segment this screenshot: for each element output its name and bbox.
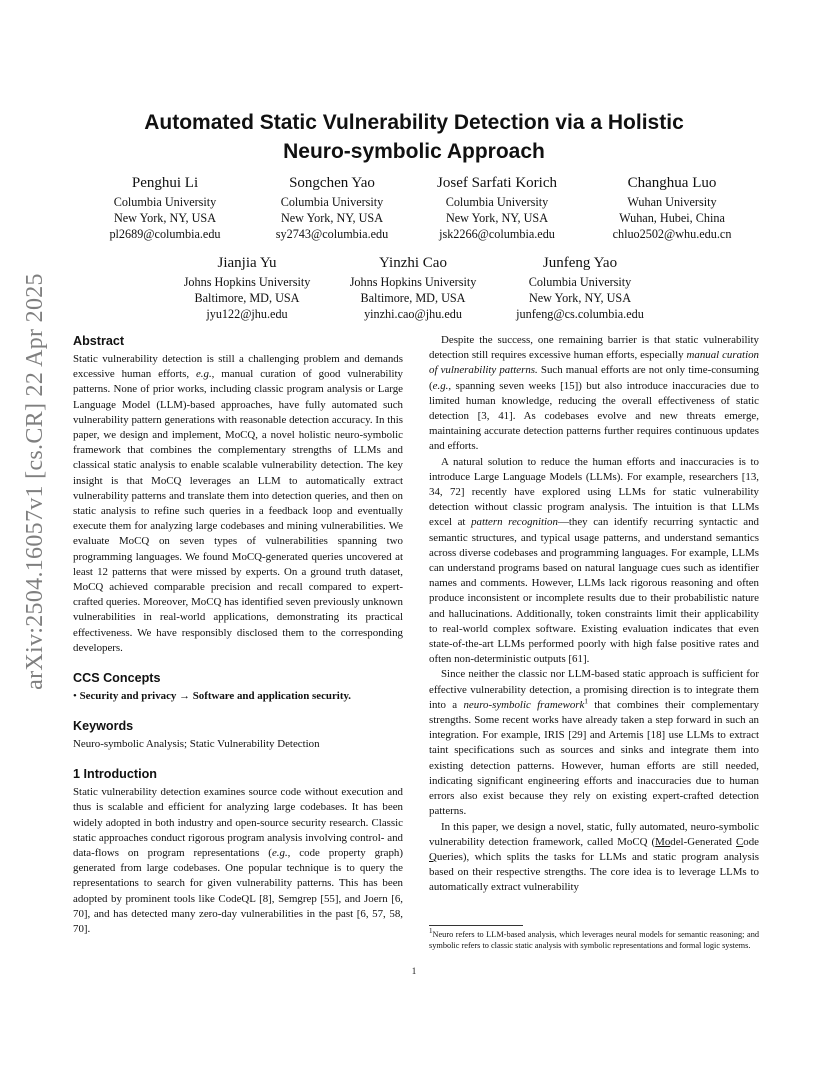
body-text: del-Generated — [670, 835, 736, 848]
author-name: Jianjia Yu — [217, 255, 277, 271]
author-location: New York, NY, USA — [528, 291, 632, 305]
author-block — [577, 174, 767, 242]
body-paragraph — [429, 455, 759, 668]
author-name: Penghui Li — [131, 175, 199, 191]
right-column — [429, 333, 759, 896]
body-text: Since neither the classic nor LLM-based static approach is sufficient for effective vulnerability detection, a promising direction is to integrate them into a — [429, 668, 759, 711]
body-emphasis: pattern recognition — [471, 516, 558, 529]
author-email: jsk2266@columbia.edu — [439, 227, 555, 241]
paper-title-line-1: Automated Static Vulnerability Detection via a Holistic — [144, 111, 684, 134]
abstract-paragraph — [73, 352, 403, 656]
ccs-bullet: • — [73, 690, 77, 703]
footnote — [429, 929, 759, 951]
author-block — [485, 254, 675, 322]
author-block — [70, 174, 260, 242]
author-email: pl2689@columbia.edu — [109, 227, 221, 241]
author-affiliation: Johns Hopkins University — [349, 275, 477, 289]
author-location: Wuhan, Hubei, China — [619, 211, 725, 225]
abstract-heading: Abstract — [73, 334, 125, 348]
author-location: New York, NY, USA — [113, 211, 217, 225]
keywords-heading: Keywords — [73, 719, 134, 734]
author-name: Junfeng Yao — [542, 255, 618, 271]
intro-text-part-1: Static vulnerability detection examines source code without execution and thus is scalable and efficient for analyzing large codebases. It has been widely adopted in both industry and open-source security research. Classic static approaches conduct rigorous program analysis involving control- and data-flows on program representations ( — [73, 786, 403, 860]
introduction-paragraph — [73, 785, 403, 937]
footnote-divider — [429, 925, 523, 926]
author-email: junfeng@cs.columbia.edu — [516, 307, 644, 321]
body-emphasis: e.g., — [432, 379, 452, 392]
author-location: New York, NY, USA — [445, 211, 549, 225]
ccs-concepts-item: Security and privacy → Software and application security. — [79, 690, 352, 703]
acronym-underline: Mo — [655, 835, 671, 848]
author-block — [152, 254, 342, 322]
paper-title — [60, 108, 768, 166]
arxiv-identifier-stamp — [20, 272, 50, 690]
acronym-underline: C — [736, 835, 744, 848]
author-location: New York, NY, USA — [280, 211, 384, 225]
abstract-text-part-2: manual curation of good vulnerability patterns. None of prior works, including classic program analysis or Large Language Model (LLM)-based approaches, have fully automated such vulnerability pattern generations with reasonable detection accuracy. In this paper, we design and implement, MoCQ, a novel holistic neuro-symbolic framework that combines the complementary strengths of LLMs and classical static analysis to enable scalable vulnerability detection. The key insight is that MoCQ leverages an LLM to automatically extract vulnerability patterns and translate them into detection queries, and then on static analysis to refine such queries in a feedback loop and eventually execute them for analyzing large codebases and mining vulnerabilities. We evaluate MoCQ on seven types of vulnerabilities spanning two programming languages. We found MoCQ-generated queries uncovered at least 12 patterns that were missed by experts. On a ground truth dataset, MoCQ achieved comparable precision and recall compared to expert-crafted queries. Moreover, MoCQ has identified seven previously unknown vulnerabilities in real-world applications, demonstrating its practical effectiveness. We have responsibly disclosed them to the corresponding developers. — [73, 368, 403, 654]
author-block — [318, 254, 508, 322]
author-affiliation: Columbia University — [113, 195, 217, 209]
author-affiliation: Wuhan University — [627, 195, 717, 209]
introduction-heading: 1 Introduction — [73, 767, 157, 782]
author-name: Josef Sarfati Korich — [437, 175, 557, 191]
body-text: spanning seven weeks [15]) but also introduce inaccuracies due to limited human knowledge, reducing the overall effectiveness of static detection [3, 41]. As codebases evolve and new threats emerge, maintaining accurate detection patterns further requires continuous updates and efforts. — [429, 379, 759, 453]
footnote-number: 1 — [429, 927, 433, 936]
author-affiliation: Columbia University — [528, 275, 632, 289]
author-name: Changhua Luo — [627, 175, 717, 191]
paper-title-line-2: Neuro-symbolic Approach — [283, 140, 545, 163]
body-paragraph — [429, 333, 759, 455]
author-affiliation: Columbia University — [280, 195, 384, 209]
body-text: ode — [743, 835, 759, 848]
body-text: —they can identify recurring syntactic and semantic structures, and typical usage patterns, and understand semantics across diverse codebases and programming languages. For example, LLMs can understand programs based on natural language cues such as identifier names and comments. However, LLMs lack rigorous reasoning and often produce inconsistent or incomplete results due to their probabilistic nature and hallucinations. Additionally, token constraints limit their applicability to real-world complex software. Existing evaluation indicates that even state-of-the-art LLMs performed poorly with high false positive rates and often non-deterministic outputs [61]. — [429, 516, 759, 666]
author-email: jyu122@jhu.edu — [206, 307, 288, 321]
ccs-concepts-entry — [73, 689, 403, 704]
author-block — [402, 174, 592, 242]
author-location: Baltimore, MD, USA — [194, 291, 300, 305]
abstract-eg: e.g., — [195, 368, 215, 381]
author-affiliation: Columbia University — [445, 195, 549, 209]
author-email: yinzhi.cao@jhu.edu — [364, 307, 462, 321]
body-text: In this paper, we design a novel, static, fully automated, neuro-symbolic vulnerability detection framework, called MoCQ ( — [429, 820, 759, 848]
author-name: Songchen Yao — [289, 175, 375, 191]
author-name: Yinzhi Cao — [379, 255, 447, 271]
author-affiliation: Johns Hopkins University — [183, 275, 311, 289]
author-email: chluo2502@whu.edu.cn — [612, 227, 732, 241]
body-text: A natural solution to reduce the human efforts and inaccuracies is to introduce Large Language Models (LLMs). For example, researchers [13, 34, 72] recently have explored using LLMs for static vulnerability detection without classic program analysis. The intuition is that LLMs excel at — [429, 455, 759, 529]
body-paragraph — [429, 820, 759, 896]
body-paragraph — [429, 667, 759, 819]
author-email: sy2743@columbia.edu — [275, 227, 389, 241]
footnote-marker[interactable]: 1 — [584, 697, 588, 706]
body-text: Such manual efforts are not only time-consuming ( — [429, 364, 759, 392]
intro-eg: e.g., — [271, 847, 291, 860]
body-emphasis: manual curation of vulnerability patterns. — [429, 349, 759, 377]
page-number: 1 — [411, 966, 417, 976]
author-block — [237, 174, 427, 242]
left-column — [73, 333, 403, 937]
ccs-concepts-heading: CCS Concepts — [73, 671, 161, 686]
abstract-text-part-1: Static vulnerability detection is still a challenging problem and demands excessive human efforts, — [73, 353, 403, 381]
arxiv-identifier-text: arXiv:2504.16057v1 [cs.CR] 22 Apr 2025 — [21, 272, 48, 690]
body-emphasis: neuro-symbolic framework — [463, 698, 585, 711]
author-location: Baltimore, MD, USA — [360, 291, 466, 305]
keywords-text: Neuro-symbolic Analysis; Static Vulnerability Detection — [73, 738, 320, 751]
footnote-text: Neuro refers to LLM-based analysis, which leverages neural models for semantic reasoning; and symbolic refers to classic static analysis with symbolic representations and formal logic systems. — [429, 930, 759, 951]
intro-text-part-2: code property graph) generated from large codebases. One popular technique is to query the representations to search for given vulnerability patterns. This has been adopted by prominent tools like CodeQL [8], Semgrep [55], and Joern [6, 70], and has detected many zero-day vulnerabilities in the past [6, 57, 58, 70]. — [73, 847, 403, 936]
acronym-underline: Q — [429, 850, 437, 863]
body-text: Despite the success, one remaining barrier is that static vulnerability detection still requires excessive human efforts, especially — [429, 334, 759, 362]
body-text: that combines their complementary strengths. Some recent works have already taken a step forward in such an integration. For example, IRIS [29] and Artemis [18] use LLMs to extract taint specifications such as sources and sinks and integrate them into existing detection patterns. However, human efforts are still needed, indicating significant engineering efforts and inaccuracies due to human errors also exist because they rely on existing expert-crafted detection patterns. — [429, 698, 759, 818]
body-text: ueries), which splits the tasks for LLMs and static program analysis based on their respective strengths. The core idea is to leverage LLMs to automatically extract vulnerability — [429, 850, 759, 894]
